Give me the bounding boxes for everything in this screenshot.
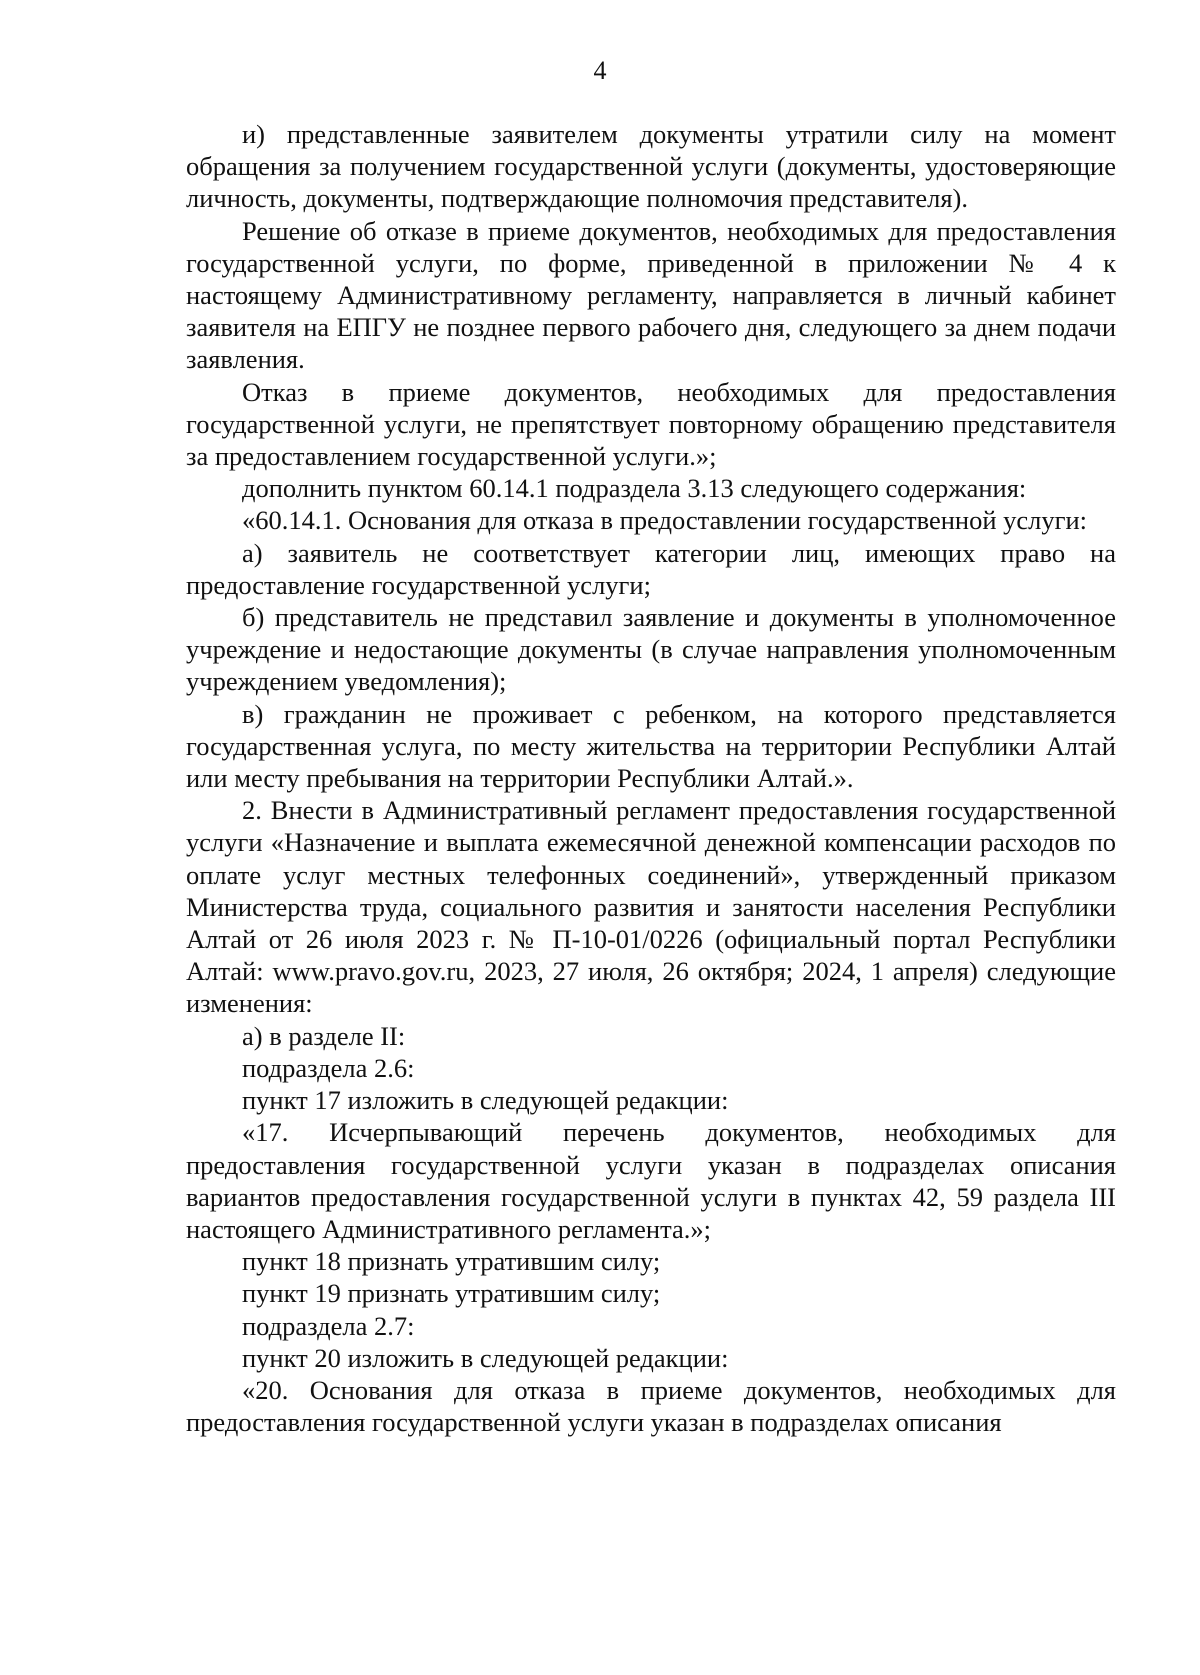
paragraph-item-b: б) представитель не представил заявление и документы в уполномоченное учреждение и недостающие документы (в случае направления уполномоченным учреждением уведомления); [186,602,1116,697]
paragraph-add-clause: дополнить пунктом 60.14.1 подраздела 3.13 следующего содержания: [242,473,1027,504]
paragraph-item-v: в) гражданин не проживает с ребенком, на которого представляется государственная услуга, по месту жительства на территории Республики Алтай или месту пребывания на территории Республики Алтай.». [186,698,1116,794]
paragraph-point-17-intro: пункт 17 изложить в следующей редакции: [242,1085,729,1116]
paragraph-point-17: «17. Исчерпывающий перечень документов, необходимых для предоставления государственной услуги указан в подразделах описания вариантов предоставления государственной услуги в пунктах 42, 59 раздела III настоящего Административного регламента.»; [186,1117,1116,1244]
paragraph-item-a: а) заявитель не соответствует категории лиц, имеющих право на предоставление государственной услуги; [186,537,1116,600]
paragraph-refusal-no-obstacle: Отказ в приеме документов, необходимых для предоставления государственной услуги, не препятствует повторному обращению представителя за предоставлением государственной услуги.»; [186,376,1116,472]
paragraph-point-20-intro: пункт 20 изложить в следующей редакции: [242,1342,729,1373]
paragraph-subsection-2-6: подраздела 2.6: [242,1052,415,1083]
paragraph-point-20: «20. Основания для отказа в приеме документов, необходимых для предоставления государственной услуги указан в подразделах описания [186,1374,1116,1438]
paragraph-section-2: 2. Внести в Административный регламент предоставления государственной услуги «Назначение и выплата ежемесячной денежной компенсации расходов по оплате услуг местных телефонных соединений», утвержденный приказом Министерства труда, социального развития и занятости населения Республики Алтай от 26 июля 2023 г. № П-10-01/0226 (официальный портал Республики Алтай: www.pravo.gov.ru, 2023, 27 июля, 26 октября; 2024, 1 апреля) следующие изменения: [186,795,1116,1019]
paragraph-item-i: и) представленные заявителем документы утратили силу на момент обращения за получением государственной услуги (документы, удостоверяющие личность, документы, подтверждающие полномочия представителя). [186,119,1116,214]
paragraph-in-section-ii: а) в разделе II: [242,1020,406,1051]
paragraph-clause-60-14-1: «60.14.1. Основания для отказа в предоставлении государственной услуги: [242,505,1088,536]
paragraph-point-19: пункт 19 признать утратившим силу; [242,1278,661,1309]
paragraph-point-18: пункт 18 признать утратившим силу; [242,1246,661,1277]
document-body [186,118,1116,1438]
page-number: 4 [593,56,607,85]
paragraph-refusal-decision: Решение об отказе в приеме документов, необходимых для предоставления государственной услуги, по форме, приведенной в приложении № 4 к настоящему Административному регламенту, направляется в личный кабинет заявителя на ЕПГУ не позднее первого рабочего дня, следующего за днем подачи заявления. [186,215,1116,375]
paragraph-subsection-2-7: подраздела 2.7: [242,1310,415,1341]
